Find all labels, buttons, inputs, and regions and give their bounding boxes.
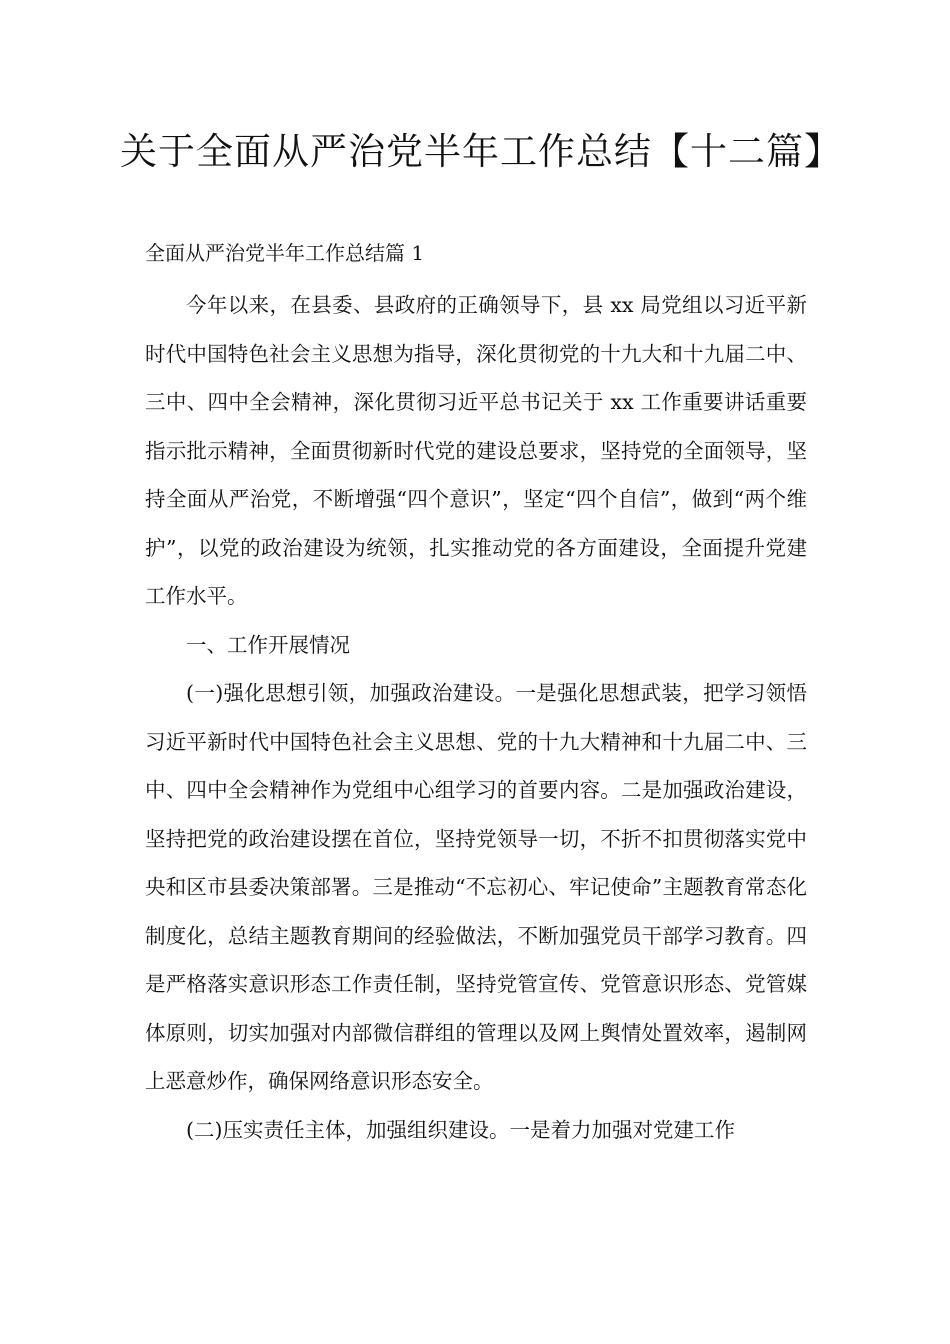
- document-title: 关于全面从严治党半年工作总结【十二篇】: [120, 130, 842, 173]
- section-subtitle: 全面从严治党半年工作总结篇 1: [145, 241, 425, 265]
- paragraph-intro: 今年以来，在县委、县政府的正确领导下，县 xx 局党组以习近平新时代中国特色社会主义思想为指导，深化贯彻党的十九大和十九届二中、三中、四中全会精神，深化贯彻习近平总书记关于 xx 工作重要讲话重要指示批示精神，全面贯彻新时代党的建设总要求，坚持党的全面领导，坚持全面从严治党，不断增强“四个意识”，坚定“四个自信”，做到“两个维护”，以党的政治建设为统领，扎实推动党的各方面建设，全面提升党建工作水平。: [145, 293, 807, 608]
- section-heading: 一、工作开展情况: [186, 632, 350, 657]
- paragraph-organization-building: (二)压实责任主体，加强组织建设。一是着力加强对党建工作: [186, 1117, 735, 1142]
- paragraph-political-building: (一)强化思想引领，加强政治建设。一是强化思想武装，把学习领悟习近平新时代中国特色社会主义思想、党的十九大精神和十九届二中、三中、四中全会精神作为党组中心组学习的首要内容。二是加强政治建设，坚持把党的政治建设摆在首位，坚持党领导一切，不折不扣贯彻落实党中央和区市县委决策部署。三是推动“不忘初心、牢记使命”主题教育常态化制度化，总结主题教育期间的经验做法，不断加强党员干部学习教育。四是严格落实意识形态工作责任制，坚持党管宣传、党管意识形态、党管媒体原则，切实加强对内部微信群组的管理以及网上舆情处置效率，遏制网上恶意炒作，确保网络意识形态安全。: [145, 681, 807, 1093]
- document-body: [145, 281, 807, 1154]
